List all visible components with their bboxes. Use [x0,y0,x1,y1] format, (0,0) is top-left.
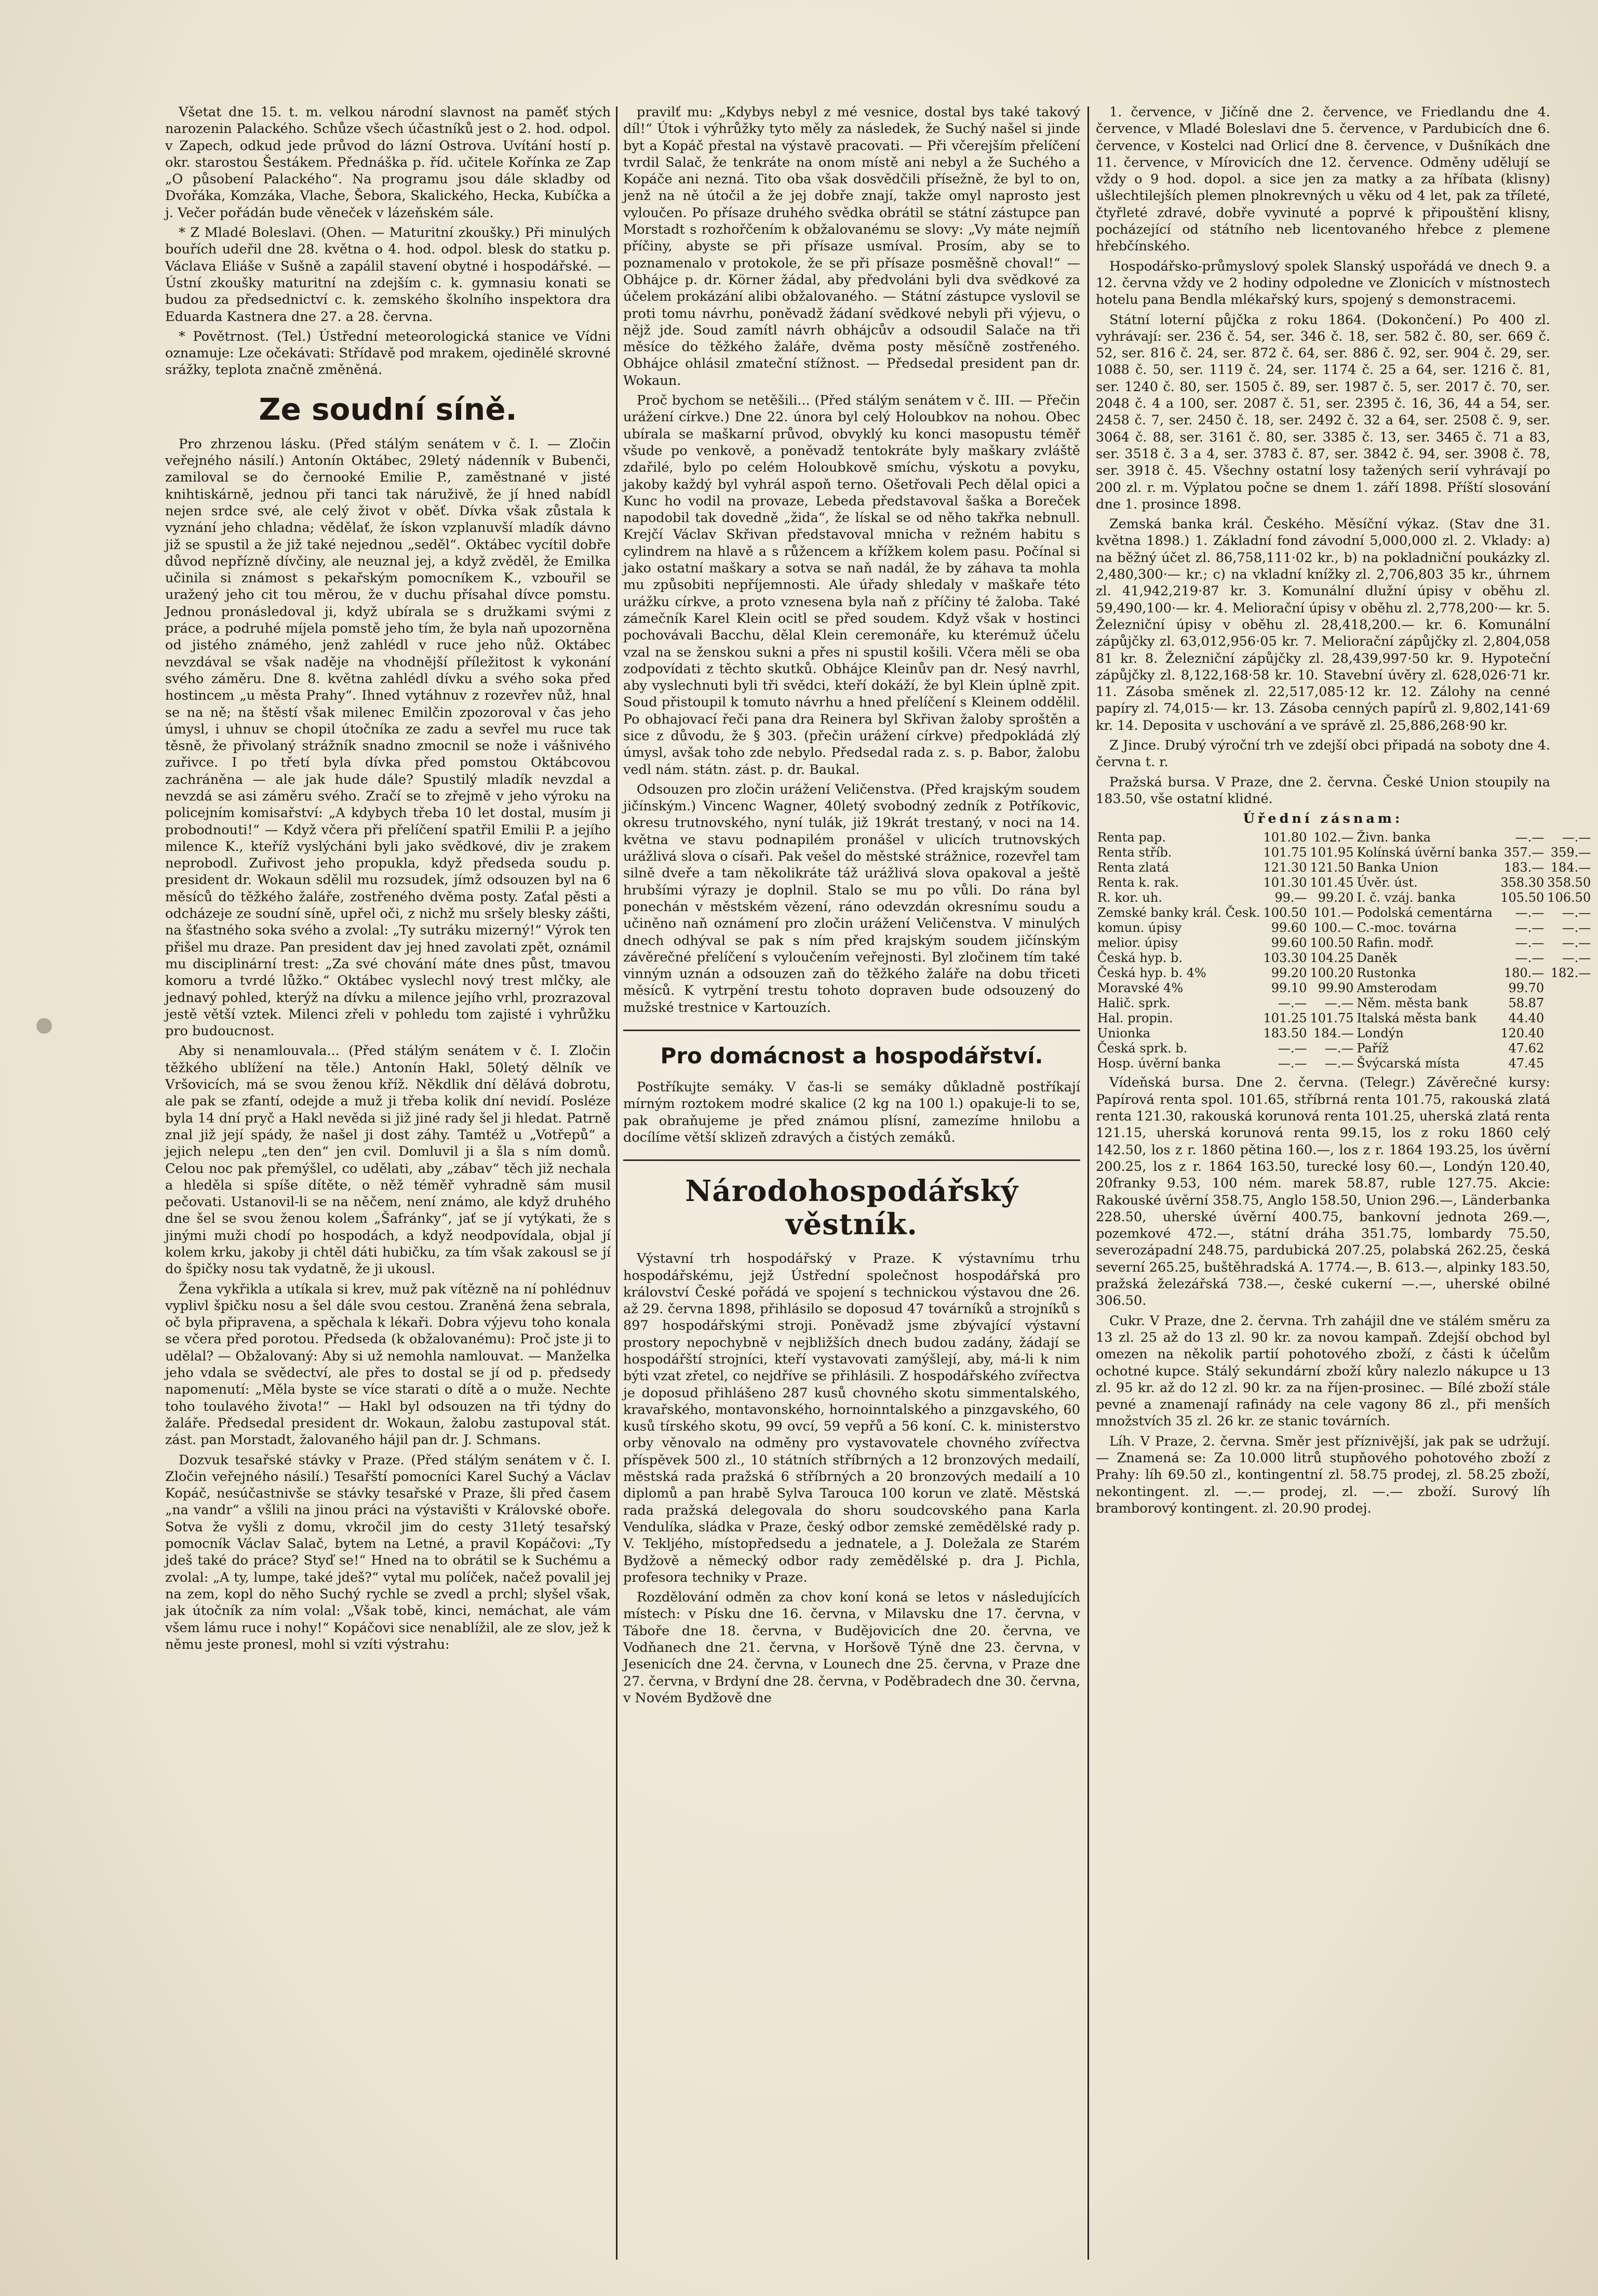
column-2 [623,104,1080,2265]
bursa-cell: Úvěr. úst. [1357,875,1418,890]
bursa-cell: —.— [1562,830,1591,845]
bursa-cell [1546,1041,1592,1056]
bursa-cell: 99.10 [1271,981,1307,996]
bursa-cell: —.— [1515,936,1545,951]
bursa-cell: Živn. banka [1357,830,1431,845]
bursa-row [1096,936,1592,951]
bursa-cell: 102.— [1313,830,1354,845]
bursa-cell: C.-moc. továrna [1357,920,1457,936]
bursa-cell: Amsterodam [1357,981,1438,996]
bursa-cell: Česká hyp. b. 4% [1097,966,1206,981]
bursa-cell: Něm. města bank [1357,996,1468,1011]
bursa-cell: 101.30 [1263,875,1307,890]
bursa-cell: Londýn [1357,1026,1404,1041]
bursa-cell: Daněk [1357,951,1398,966]
bursa-cell: melior. úpisy [1097,936,1178,951]
article-povetrnost: * Povětrnost. (Tel.) Ústřední meteorologická stanice ve Vídni oznamuje: Lze očekávati: Střídavě pod mrakem, ojedinělé skrovné srážky, teplota značně změněná. [165,328,611,378]
bursa-cell: 99.60 [1271,920,1307,936]
bursa-cell: 44.40 [1508,1011,1545,1026]
bursa-cell: 103.30 [1263,951,1307,966]
bursa-row [1096,845,1592,860]
bursa-cell [1546,1011,1592,1026]
bursa-cell: —.— [1562,920,1591,936]
article-postrikujte: Postříkujte semáky. V čas-li se semáky důkladně postříkají mírným roztokem modré skalice (2 kg na 100 l.) opakuje-li to se, pak obraňujeme je před známou plísní, zamezíme hnilobu a docílíme větší sklizeň zdravých a čistých zemáků. [623,1079,1080,1145]
bursa-cell [1546,996,1592,1011]
article-loterni-pujcka: Státní loterní půjčka z roku 1864. (Dokončení.) Po 400 zl. vyhrávají: ser. 236 č. 54, ser. 346 č. 18, ser. 582 č. 80, ser. 669 č. 52, ser. 816 č. 24, ser. 872 č. 64, ser. 886 č. 92, ser. 904 č. 29, ser. 1088 č. 50, ser. 1119 č. 24, ser. 1174 č. 25 a 64, ser. 1216 č. 81, ser. 1240 č. 80, ser. 1505 č. 89, ser. 1987 č. 5, ser. 2017 č. 70, ser. 2048 č. 4 a 100, ser. 2087 č. 51, ser. 2395 č. 16, 36, 44 a 54, ser. 2458 č. 7, ser. 2450 č. 18, ser. 2492 č. 32 a 64, ser. 2508 č. 9, ser. 3064 č. 88, ser. 3161 č. 80, ser. 3385 č. 13, ser. 3465 č. 71 a 83, ser. 3518 č. 3 a 4, ser. 3783 č. 87, ser. 3842 č. 94, ser. 3908 č. 78, ser. 3918 č. 45. Všechny ostatní losy tažených serií vyhrávají po 200 zl. r. m. Výplatou počne se dnem 1. září 1898. Příští slosování dne 1. prosince 1898. [1096,312,1550,512]
article-aby-si-nenamlouvala-cont: Žena vykřikla a utíkala si krev, muž pak vítězně na ní pohlédnuv vyplivl špičku nosu a šel dále svou cestou. Zraněná žena sebrala, oč byla připravena, a spěchala k lékaři. Dobra výjevu toho konala se včera před porotou. Předseda (k obžalovanému): Proč jste ji to udělal? — Obžalovaný: Aby si už nemohla namlouvat. — Manželka jeho vdala se svědectví, ale přes to dostal se jí od p. předsedy napomenutí: „Měla byste se více starati o dítě a o muže. Nechte toho toulavého života!“ — Hakl byl odsouzen na tři týdny do žaláře. Předsedal president dr. Wokaun, žalobu zastupoval stát. zást. pan Morstadt, žalovaného hájil pan dr. J. Schmans. [165,1281,611,1448]
bursa-cell: 99.90 [1318,981,1354,996]
bursa-cell: Švýcarská místa [1357,1056,1460,1071]
bursa-cell: —.— [1324,996,1354,1011]
bursa-cell [1546,1056,1592,1071]
bursa-cell: 101.80 [1263,830,1307,845]
bursa-cell: Halič. sprk. [1097,996,1171,1011]
bursa-cell: 100.50 [1263,905,1307,920]
bursa-row [1096,830,1592,845]
article-odsouzen: Odsouzen pro zločin urážení Veličenstva. (Před krajským soudem jičínským.) Vincenc Wagner, 40letý svobodný zedník z Potříkovic, okresu trutnovského, nyní tulák, již 19krát trestaný, v noci na 14. května ve stavu podnapilém pronášel v ulicích trutnovských urážlivá slova o císaři. Pak vešel do městské strážnice, rozevřel tam silně dveře a tam několikráte táž urážlivá slova opakoval a ještě hrubšími výrazy je doplnil. Stalo se mu po vůli. Do rána byl ponechán v městském vězení, ráno odevzdán okresnímu soudu a učiněno naň oznámení pro zločin urážení Veličenstva. V minulých dnech odhýval se pak s ním před krajským soudem jičínským závěrečné přelíčení s vyloučením veřejnosti. Byl zločinem tím také vinným uznán a odsouzen zaň do těžkého žaláře na dobu třiceti měsíců. K vytrpění trestu tohoto dopraven bude odsouzený do mužské trestnice v Kartouzích. [623,781,1080,1016]
bursa-row [1096,981,1592,996]
bursa-cell: 99.20 [1318,890,1354,905]
bursa-cell: 100.50 [1310,936,1354,951]
bursa-cell: Zemské banky král. Česk. [1097,905,1260,920]
bursa-cell: 101.45 [1310,875,1354,890]
bursa-cell: Italská města bank [1357,1011,1476,1026]
bursa-cell: 184.— [1313,1026,1354,1041]
bursa-cell: 99.— [1274,890,1307,905]
bursa-cell: 100.20 [1310,966,1354,981]
bursa-cell: Unionka [1097,1026,1151,1041]
article-mlada-boleslav: * Z Mladé Boleslavi. (Ohen. — Maturitní zkoušky.) Při minulých bouřích udeřil dne 28. května o 4. hod. odpol. blesk do statku p. Václava Eliáše v Sušně a zapálil stavení obytné i hospodářské. — Ústní zkoušky maturitní na zdejším c. k. gymnasiu konati se budou za předsednictví c. k. zemského školního inspektora dra Eduarda Kastnera dne 27. a 28. června. [165,225,611,325]
bursa-cell: 357.— [1503,845,1545,860]
bursa-cell: 47.62 [1508,1041,1545,1056]
bursa-cell: 101.75 [1310,1011,1354,1026]
bursa-cell: 183.— [1503,860,1545,875]
bursa-cell: Paříž [1357,1041,1389,1056]
bursa-cell: Podolská cementárna [1357,905,1493,920]
article-prazska-bursa: Pražská bursa. V Praze, dne 2. června. České Union stoupily na 183.50, vše ostatní klidné. [1096,774,1550,807]
bursa-cell: 99.70 [1508,981,1545,996]
bursa-row [1096,890,1592,905]
bursa-cell: Hosp. úvěrní banka [1097,1056,1221,1071]
article-z-jince: Z Jince. Drubý výroční trh ve zdejší obci připadá na soboty dne 4. června t. r. [1096,737,1550,770]
bursa-cell: Kolínská úvěrní banka [1357,845,1498,860]
binding-hole [36,1018,52,1034]
bursa-cell: 106.50 [1547,890,1591,905]
bursa-cell: 182.— [1550,966,1591,981]
article-vystavni-trh: Výstavní trh hospodářský v Praze. K výstavnímu trhu hospodářskému, jejž Ústřední společnost hospodářská pro království České pořádá ve spojení s technickou výstavou dne 26. až 29. června 1898, přihlásilo se doposud 47 továrníků a strojníků s 897 hospodářskými stroji. Poněvadž jsme zbývající výstavní prostory nepochybně v nejbližších dnech budou zadány, žádají se hospodářští strojníci, kteří vystavovati zamýšlejí, aby, má-li k nim býti vzat zřetel, co nejdříve se přihlásili. Z hospodářského zvířectva je doposud přihlášeno 287 kusů chovného skotu simmentalského, kravařského, montavonského, hornoinntalského a pinzgavského, 60 kusů tírského skotu, 99 ovcí, 59 vepřů a 56 koní. C. k. ministerstvo orby věnovalo na odměny pro vystavovatele chovného zvířectva příspěvek 500 zl., 10 státních stříbrných a 12 bronzových medailí, městská rada pražská 6 stříbrných a 20 bronzových medailí a 10 diplomů a pan hrabě Sylva Tarouca 100 korun ve zlatě. Městská rada pražská delegovala do shoru soudcovského pana Karla Vendulíka, sládka v Praze, český odbor zemské zemědělské rady p. V. Tekljého, místopředsedu a jednatele, a J. Doležala ze Starém Bydžově a německý odbor rady zemědělské p. dra J. Pichla, profesora techniky v Praze. [623,1251,1080,1585]
bursa-row [1096,966,1592,981]
bursa-cell: Renta k. rak. [1097,875,1179,890]
article-dozvuk-stavky: Dozvuk tesařské stávky v Praze. (Před stálým senátem v č. I. Zločin veřejného násilí.) Tesařští pomocníci Karel Suchý a Václav Kopáč, nesúčastnivše se stávky tesařské v Praze, šli před časem „na vandr“ a všlili na jinou práci na výstavišti v Královské oboře. Sotva že vyšli z domu, vkročil jim do cesty 31letý tesařský pomocník Václav Salač, bytem na Letné, a pravil Kopáčovi: „Ty jdeš také do práce? Styď se!“ Hned na to obrátil se k Suchému a zvolal: „A ty, lumpe, také jdeš?“ vytal mu políček, načež povalil jej na zem, kopl do něho Suchý rychle se zvedl a prchl; slyšel však, jak útočník za ním volal: „Však tobě, kinci, nemáchat, ale vám všem lámu ruce i nohy!“ Kopáčovi sice nenablížil, ale ze slov, jež k němu jeste pronesl, mohl si vzíti výstrahu: [165,1452,611,1652]
bursa-row [1096,1011,1592,1026]
bursa-cell: Česká hyp. b. [1097,951,1183,966]
bursa-cell: 120.40 [1500,1026,1545,1041]
article-dozvuk-stavky-cont: pravilť mu: „Kdybys nebyl z mé vesnice, dostal bys také takový díl!“ Útok i výhrůžky tyto měly za následek, že Suchý našel si jinde byt a Kopáč přestal na výstavě pracovati. — Při včerejším přelíčení tvrdil Salač, že tenkráte na onom místě ani nebyl a že Suchého a Kopáče ani nezná. Tito oba však dosvědčili přísežně, že byl to on, jenž na ně útočil a že jej dobře znají, takže omyl naprosto jest vyloučen. Po přísaze druhého svědka obrátil se státní zástupce pan Morstadt s rozhořčením k obžalovanému se slovy: „Vy máte nejmíň příčiny, abyste se při přísaze usmíval. Prosím, aby se to poznamenalo v protokole, že se při přísaze posměšně choval!“ — Obhájce p. dr. Körner žádal, aby předvoláni byli dva svědkové za účelem prokázání alibi obžalovaného. — Státní zástupce vyslovil se proti tomu návrhu, poněvadž žádaní svědkové nebyli při výjevu, o nějž jde. Soud zamítl návrh obhájcův a odsoudil Salače na tři měsíce do těžkého žaláře, dvěma posty měsíčně zostřeného. Obhájce ohlásil zmateční stížnost. — Předsedal president pan dr. Wokaun. [623,104,1080,389]
bursa-cell: —.— [1515,905,1545,920]
bursa-row [1096,996,1592,1011]
article-spolek-slansky: Hospodářsko-průmyslový spolek Slanský uspořádá ve dnech 9. a 12. června vždy ve 2 hodiny odpoledne ve Zlonicích v místnostech hotelu pana Bendla mlékařský kurs, spojený s demonstracemi. [1096,258,1550,308]
article-proc-bychom: Proč bychom se netěšili... (Před stálým senátem v č. III. — Přečin urážení církve.) Dne 22. února byl celý Holoubkov na nohou. Obec ubírala se maškarní průvod, obvyklý ku konci masopustu téměř všude po venkově, a poněvadž tentokráte byly maškary zvláště zdařilé, bylo po celém Holoubkově smíchu, výskotu a povyku, jakoby každý byl vyhrál aspoň terno. Ošetřovali Pech dělal opici a Kunc ho vodil na provaze, Lebeda představoval šaška a Boreček napodobil tak dovedně „žida“, že lískal se od něho takřka nebnull. Krejčí Václav Skřivan představoval mnicha v režném habitu s cylindrem na hlavě a s růžencem a křížkem kolem pasu. Počínal si jako ostatní maškary a sotva se naň nadál, že by záhava ta mohla mu způsobiti nepříjemnosti. Ale úřady shledaly v maškaře této urážku církve, a proto vznesena byla naň z příčiny té žaloba. Také zámečník Karel Klein ocitl se před soudem. Když však v hostinci pochovávali Bacchu, dělal Klein ceremonáře, ku kterémuž účelu vzal na se ženskou sukni a přes ni spustil košili. Včera měli se oba zodpovídati z těchto skutků. Obhájce Kleinův pan dr. Nesý navrhl, aby vyslechnuti byli tři svědci, kteří dokáží, že byl Klein úplně zpit. Soud přistoupil k tomuto návrhu a hned přelíčení s Kleinem oddělil. Po obhajovací řeči pana dra Reinera byl Skřivan žaloby sproštěn a sice z důvodu, že § 303. (přečin urážení církve) předpokládá zlý úmysl, avšak toho zde nebylo. Předsedal rada z. s. p. Babor, žalobu vedl nám. státn. zást. p. dr. Baukal. [623,393,1080,778]
bursa-cell: 101.75 [1263,845,1307,860]
article-videnska-bursa: Vídeňská bursa. Dne 2. června. (Telegr.) Závěrečné kursy: Papírová renta spol. 101.65, stříbrná renta 101.75, rakouská zlatá renta 121.30, rakouská korunová renta 101.25, uherská zlatá renta 121.15, uherská korunová renta 99.15, los z roku 1860 celý 142.50, los z r. 1860 pětina 160.—, los z r. 1864 193.25, los úvěrní 200.25, los z r. 1864 163.50, turecké losy 60.—, Londýn 120.40, 20franky 9.53, 100 ném. marek 58.87, ruble 127.75. Akcie: Rakouské úvěrní 358.75, Anglo 158.50, Union 296.—, Länderbanka 228.50, uherské úvěrní 400.75, bankovní jednota 269.—, pozemkové 472.—, státní dráha 351.75, lombardy 75.50, severozápadní 248.75, pardubická 207.25, polabská 262.25, česká severní 265.25, buštěhradská A. 1774.—, B. 613.—, alpinky 183.50, pražská železářská 738.—, české cukerní —.—, uherské obilné 306.50. [1096,1075,1550,1309]
bursa-cell: —.— [1562,951,1591,966]
bursa-cell: —.— [1278,996,1307,1011]
bursa-cell: 100.— [1313,920,1354,936]
article-lih: Líh. V Praze, 2. června. Směr jest příznivější, jak pak se udržují. — Znamená se: Za 10.000 litrů stupňového pohotového zboží z Prahy: líh 69.50 zl., kontingentní zl. 58.75 prodej, zl. 58.25 zboží, nekontingent. zl. —.— prodej, zl. —.— zboží. Surový líh bramborový kontingent. zl. 20.90 prodej. [1096,1433,1550,1516]
bursa-cell: 183.50 [1263,1026,1307,1041]
article-odmeny-kone-cont: 1. července, v Jičíně dne 2. července, ve Friedlandu dne 4. července, v Mladé Boleslavi dne 5. července, v Pardubicích dne 6. července, v Kostelci nad Orlicí dne 8. července, v Dušníkách dne 11. července, v Mírovicích dne 12. července. Odměny udělují se vždy o 9 hod. dopol. a sice jen za matky a za hříbata (klisny) ušlechtilejších plemen plnokrevných u věku od 4 let, pak za tříleté, čtyřleté zdravé, dobře vyvinuté a poprvé k připouštění klisny, pocházející od státního neb licentovaného hřebce z plemene hřebčínského. [1096,104,1550,255]
bursa-row [1096,951,1592,966]
section-heading-domacnost: Pro domácnost a hospodářství. [623,1030,1080,1070]
article-vsetat: Všetat dne 15. t. m. velkou národní slavnost na paměť stých narozenin Palackého. Schůze všech účastníků jest o 2. hod. odpol. v Zapech, odkud jede průvod do lázní Ostrova. Uvítání hostí p. okr. starostou Šestákem. Přednáška p. říd. učitele Kořínka ze Zap „O působení Palackého“. Na programu jsou dále skladby od Dvořáka, Komzáka, Vlache, Šebora, Skalického, Hecka, Kubíčka a j. Večer pořádán bude věneček v lázeňském sále. [165,104,611,221]
column-rule [616,106,617,2260]
bursa-cell: Rafin. modř. [1357,936,1434,951]
article-cukr: Cukr. V Praze, dne 2. června. Trh zahájil dne ve stálém směru za 13 zl. 25 až do 13 zl. 90 kr. za novou kampaň. Zdejší obchod byl omezen na několik partií pohotového zboží, z části k účelům ochotné kupce. Stálý sekundární zboží kůry nalezlo nákupce u 13 zl. 95 kr. až do 12 zl. 90 kr. za na říjen-prosinec. — Bílé zboží stále pevné a znamenají rafinády na cele vagony 86 zl., při menších množstvích 35 zl. 26 kr. ze stanic továrních. [1096,1313,1550,1430]
bursa-cell: 121.50 [1310,860,1354,875]
bursa-row [1096,1041,1592,1056]
bursa-row [1096,875,1592,890]
article-zhrzena-laska: Pro zhrzenou lásku. (Před stálým senátem v č. I. — Zločin veřejného násilí.) Antonín Oktábec, 29letý nádenník v Bubenči, zamiloval se do černooké Emilie P., zaměstnané v jisté knihtiskárně, jednou při tanci tak náruživě, že jí hned nabídl nejen srdce své, ale celý život v oběť. Dívka však zůstala k vyznání jeho chladna; vědělať, že ískon vzplanuvší mladík dávno již se spustil a že již také nejednou „seděl“. Oktábec vycítil dobře důvod nepřízně dívčiny, ale neuznal jej, a když zvěděl, že Emilka učinila si známost s pekařským pomocníkem K., vzbouřil se uražený jeho cit tou měrou, že v duchu přísahal dívce pomstu. Jednou pronásledoval ji, když ubírala se s družkami svými z práce, a podruhé míjela pomstě jeho tím, že byla naň upozorněna od jistého známého, jenž zahlédl v ruce jeho nůž. Oktábec nevzdával se však naděje na vhodnější příležitost k vykonání svého záměru. Dne 8. května zahlédl dívku a svého soka před hostincem „u města Prahy“. Ihned vytáhnuv z rozevřev nůž, hnal se na ně; na štěstí však milenec Emilčin zpozoroval v čas jeho úmysl, i uhnuv se chopil útočníka ze zadu a sevřel mu ruce tak těsně, že přivolaný strážník snadno zmocnil se nože i vášnivého zuřivce. I po třetí byla dívka před pomstou Oktábcovou zachráněna — ale jak hude dále? Spustilý mladík nevzdal a nevzdá se asi záměru svého. Zračí se to zřejmě v jeho výroku na policejním komisařství: „A kdybych třeba 10 let dostal, musím ji probodnouti!“ — Když včera při přelíčení spatřil Emilii P. a jejího milence K., kteříž vyslýcháni byli jako svědkové, div je zrakem neprobodl. Zuřivost jeho propukla, když předseda soudu p. president dr. Wokaun sdělil mu rozsudek, jímž odsouzen byl na 6 měsíců do těžkého žaláře, zostřeného dvěma posty. Zaťal pěsti a odcházeje ze soudní síně, upřel oči, z nichž mu sršely blesky zášti, na šťastného soka svého a zvolal: „Ty sutráku mizerný!“ Výrok ten přišel mu draze. Pan president dav jej hned zavolati zpět, oznámil mu disciplinární trest: „Za své chování máte dnes půst, tmavou komoru a tvrdé lůžko.“ Oktábec vyslechl nový trest mlčky, ale jednavý pohled, kterýž na dívku a milence jejího vrhl, prozrazoval jestě větší vztek. Milenci zřeli v pohledu tom zajisté i vyhrůžku pro budoucnost. [165,436,611,1039]
article-odmeny-kone: Rozdělování odměn za chov koní koná se letos v následujících místech: v Písku dne 16. června, v Milavsku dne 17. června, v Táboře dne 18. června, v Budějovicích dne 20. června, ve Vodňanech dne 21. června, v Horšově Týně dne 23. června, v Jesenicích dne 24. června, v Lounech dne 25. června, v Praze dne 27. června, v Brdyní dne 28. června, v Poděbradech dne 30. června, v Novém Bydžově dne [623,1590,1080,1706]
bursa-cell: 101.95 [1310,845,1354,860]
bursa-cell: 184.— [1550,860,1591,875]
bursa-cell: Hal. propin. [1097,1011,1173,1026]
section-heading-narodohospodarsky: Národohospodářský věstník. [623,1159,1080,1241]
bursa-cell [1546,981,1592,996]
bursa-cell: 47.45 [1508,1056,1545,1071]
article-zemska-banka: Zemská banka král. Českého. Měsíční výkaz. (Stav dne 31. května 1898.) 1. Základní fond závodní 5,000,000 zl. 2. Vklady: a) na běžný účet zl. 86,758,111·02 kr., b) na pokladniční poukázky zl. 2,480,300·— kr.; c) na vkladní knížky zl. 2,706,803 35 kr., úhrnem zl. 41,942,219·87 kr. 3. Komunální dlužní úpisy v oběhu zl. 59,490,100·— kr. 4. Meliorační úpisy v oběhu zl. 2,778,200·— kr. 5. Železniční úpisy v oběhu zl. 28,418,200.— kr. 6. Komunální zápůjčky zl. 63,012,956·05 kr. 7. Meliorační zápůjčky zl. 2,804,058 81 kr. 8. Železniční zápůjčky zl. 28,439,997·50 kr. 9. Hypoteční zápůjčky zl. 8,122,168·58 kr. 10. Stavební úvěry zl. 628,026·71 kr. 11. Zásoba směnek zl. 22,517,085·12 kr. 12. Zálohy na cenné papíry zl. 74,015·— kr. 13. Zásoba cenných papírů zl. 9,802,141·69 kr. 14. Deposita v uschování a ve správě zl. 25,886,268·90 kr. [1096,516,1550,733]
bursa-cell: 359.— [1550,845,1591,860]
bursa-cell: I. č. vzáj. banka [1357,890,1456,905]
bursa-cell: —.— [1562,905,1591,920]
bursa-cell: 99.20 [1271,966,1307,981]
bursa-cell: Renta pap. [1097,830,1166,845]
bursa-cell: 358.50 [1547,875,1591,890]
article-aby-si-nenamlouvala: Aby si nenamlouvala... (Před stálým senátem v č. I. Zločin těžkého ublížení na těle.) Antonín Hakl, 50letý dělník ve Vršovicích, má se svou ženou kříž. Někdlik dní dělává dobrotu, ale pak se zfantí, odejde a muž ji třeba kolik dní nevidí. Posléze byla 14 dní pryč a Hakl nevěda si již jiné rady šel ji hledat. Patrně znal již její spády, že našel ji dost záhy. Tamtéž u „Votřepů“ a jejich nelepu „ten den“ jen cvil. Domluvil ji a šla s ním domů. Celou noc pak přemýšlel, co udělati, aby „zábav“ těch již nechala a hleděla si spíše dítěte, o něž téměř vyhradně sám musil pečovati. Ustanovil-li se na něčem, není známo, ale když druhého dne šel se svou ženou kolem „Šafránky“, jať se jí vytýkati, že s jinými muži chodí po hospodách, a když neodpovídala, objal jí kolem krku, jakoby ji chtěl dáti hubičku, za tím však zakousl se jí do špičky nosu tak vydatně, že ji ukousl. [165,1043,611,1277]
bursa-cell: —.— [1324,1056,1354,1071]
bursa-cell: Banka Union [1357,860,1439,875]
bursa-cell: Moravské 4% [1097,981,1184,996]
column-1 [165,104,611,2265]
bursa-cell: —.— [1324,1041,1354,1056]
bursa-cell: 99.60 [1271,936,1307,951]
bursa-cell: Rustonka [1357,966,1416,981]
column-3 [1096,104,1591,2265]
bursa-row [1096,1056,1592,1071]
bursa-cell: 180.— [1503,966,1545,981]
bursa-cell: —.— [1562,936,1591,951]
bursa-table-heading: Úřední zásnam: [1243,811,1403,827]
bursa-row [1096,1026,1592,1041]
bursa-row [1096,860,1592,875]
bursa-cell: R. kor. uh. [1097,890,1162,905]
bursa-cell: Renta stříb. [1097,845,1172,860]
bursa-cell: 104.25 [1310,951,1354,966]
bursa-cell [1546,1026,1592,1041]
bursa-cell: —.— [1515,920,1545,936]
bursa-cell: —.— [1278,1041,1307,1056]
bursa-cell: —.— [1515,951,1545,966]
bursa-cell: komun. úpisy [1097,920,1182,936]
bursa-cell: Renta zlatá [1097,860,1169,875]
bursa-cell: —.— [1278,1056,1307,1071]
column-rule [1087,106,1089,2260]
bursa-cell: 58.87 [1508,996,1545,1011]
section-heading-soudni-sin: Ze soudní síně. [259,391,517,427]
bursa-cell: 105.50 [1500,890,1545,905]
bursa-table [1096,830,1592,1071]
bursa-row [1096,905,1592,920]
bursa-row [1096,920,1592,936]
bursa-cell: Česká sprk. b. [1097,1041,1188,1056]
bursa-cell: 101.— [1313,905,1354,920]
bursa-cell: —.— [1515,830,1545,845]
bursa-cell: 121.30 [1263,860,1307,875]
bursa-cell: 101.25 [1263,1011,1307,1026]
bursa-cell: 358.30 [1500,875,1545,890]
